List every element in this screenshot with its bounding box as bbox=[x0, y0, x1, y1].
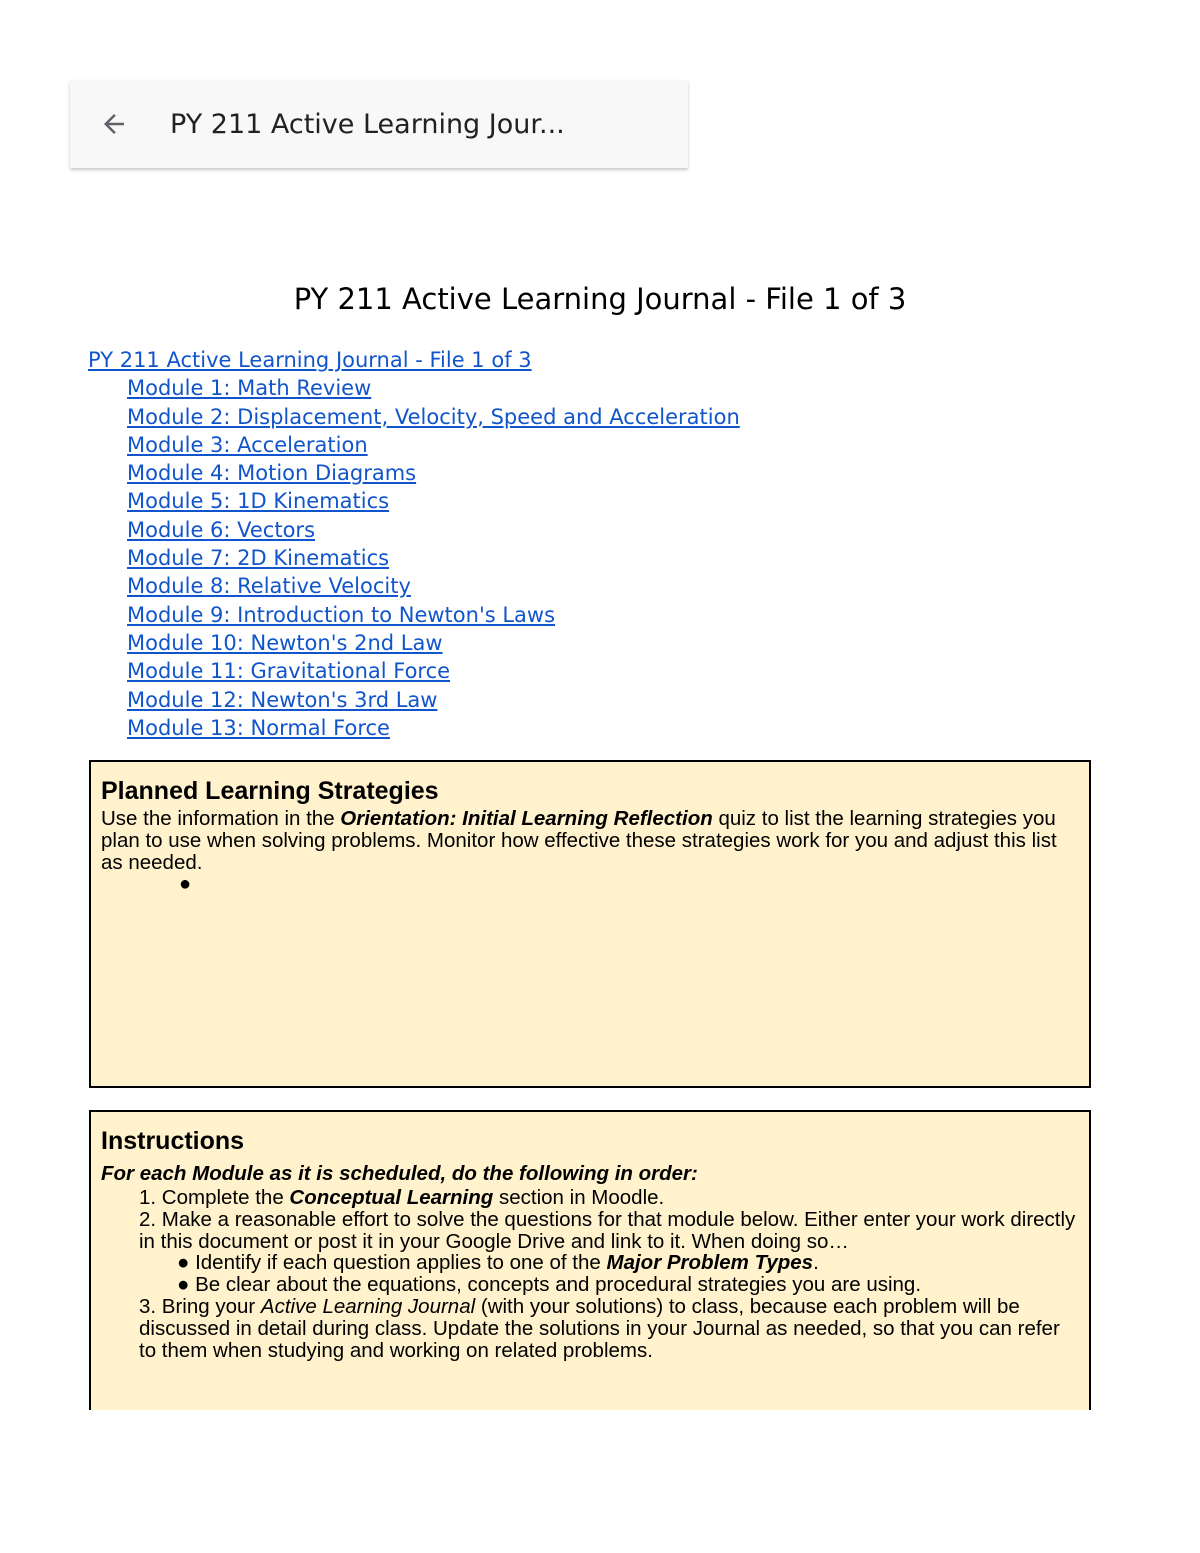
step-1-before: 1. Complete the bbox=[139, 1186, 290, 1209]
bullet-1 bbox=[177, 1252, 1079, 1274]
arrow-left-icon bbox=[99, 109, 129, 139]
toc-link-module-4[interactable]: Module 4: Motion Diagrams bbox=[127, 461, 417, 486]
document-title: PY 211 Active Learning Journal - File 1 of 3 bbox=[293, 282, 907, 316]
toc-link-main[interactable]: PY 211 Active Learning Journal - File 1 of 3 bbox=[88, 348, 532, 372]
planned-strategies-box bbox=[89, 760, 1091, 1088]
bullet-1-before: ● Identify if each question applies to one of the bbox=[177, 1251, 607, 1275]
step-3 bbox=[139, 1296, 1079, 1361]
bullet-1-bold: Major Problem Types bbox=[606, 1251, 814, 1275]
step-1-after: section in Moodle. bbox=[493, 1186, 665, 1209]
app-bar-title: PY 211 Active Learning Jour... bbox=[170, 108, 565, 140]
planned-text-before: Use the information in the bbox=[101, 807, 341, 830]
bullet-1-after: . bbox=[813, 1251, 819, 1275]
toc-link-module-13[interactable]: Module 13: Normal Force bbox=[127, 715, 390, 740]
toc-link-module-7[interactable]: Module 7: 2D Kinematics bbox=[127, 546, 390, 571]
step-3-after: (with your solutions) to class, because each problem will be discussed in detail during class. Update the solutions in your Journal as needed, so that you can refer to them when studying and working on related problems. bbox=[139, 1294, 1060, 1362]
app-bar bbox=[70, 80, 688, 168]
step-3-italic: Active Learning Journal bbox=[260, 1294, 476, 1318]
toc-link-module-8[interactable]: Module 8: Relative Velocity bbox=[127, 574, 411, 599]
table-of-contents bbox=[88, 346, 740, 742]
step-2-bullets bbox=[177, 1252, 1079, 1296]
planned-strategies-text bbox=[101, 808, 1079, 873]
toc-link-module-2[interactable]: Module 2: Displacement, Velocity, Speed and Acceleration bbox=[127, 404, 740, 429]
step-2: 2. Make a reasonable effort to solve the questions for that module below. Either enter your work directly in this document or post it in your Google Drive and link to it. When doing so… bbox=[139, 1207, 1076, 1253]
instruction-steps bbox=[139, 1187, 1079, 1361]
toc-link-module-5[interactable]: Module 5: 1D Kinematics bbox=[127, 489, 390, 514]
planned-text-after: quiz to list the learning strategies you plan to use when solving problems. Monitor how effective these strategies work for you and adjust this list as needed. bbox=[101, 807, 1057, 874]
bullet-2: ● Be clear about the equations, concepts and procedural strategies you are using. bbox=[177, 1273, 922, 1297]
quiz-name: Orientation: Initial Learning Reflection bbox=[340, 807, 713, 830]
step-3-before: 3. Bring your bbox=[139, 1294, 261, 1318]
toc-link-module-3[interactable]: Module 3: Acceleration bbox=[127, 432, 368, 457]
instructions-heading: Instructions bbox=[101, 1127, 245, 1155]
planned-strategies-heading: Planned Learning Strategies bbox=[101, 777, 439, 805]
back-button[interactable] bbox=[70, 80, 158, 168]
toc-link-module-10[interactable]: Module 10: Newton's 2nd Law bbox=[127, 630, 443, 655]
instructions-box bbox=[89, 1110, 1091, 1410]
toc-link-module-11[interactable]: Module 11: Gravitational Force bbox=[127, 659, 451, 684]
empty-bullet: ● bbox=[179, 873, 192, 896]
instructions-lead: For each Module as it is scheduled, do the following in order: bbox=[101, 1162, 698, 1185]
toc-link-module-6[interactable]: Module 6: Vectors bbox=[127, 517, 316, 542]
step-1 bbox=[139, 1187, 1079, 1209]
toc-link-module-1[interactable]: Module 1: Math Review bbox=[127, 376, 372, 401]
toc-link-module-9[interactable]: Module 9: Introduction to Newton's Laws bbox=[127, 602, 556, 627]
toc-link-module-12[interactable]: Module 12: Newton's 3rd Law bbox=[127, 687, 438, 712]
step-1-bold: Conceptual Learning bbox=[289, 1186, 494, 1209]
